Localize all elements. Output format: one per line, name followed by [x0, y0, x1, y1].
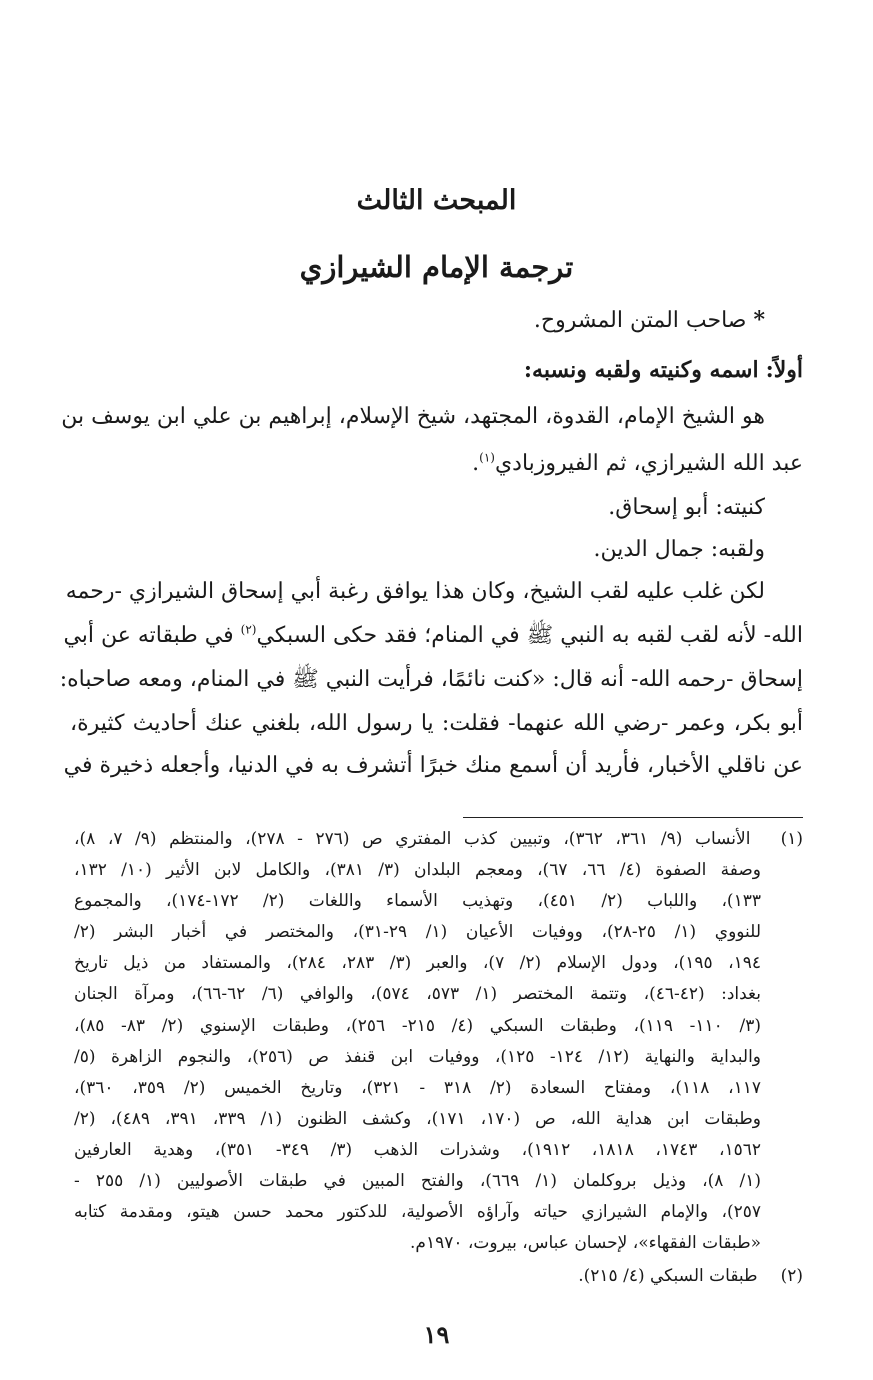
footnote-1-line: وصفة الصفوة (٤/ ٦٦، ٦٧)، ومعجم البلدان (٣/ ٣٨١)، والكامل لابن الأثير (١٠/ ١٣٢، [74, 860, 762, 880]
footnote-1-line: بغداد: (٤٢-٤٦)، وتتمة المختصر (١/ ٥٧٣، ٥٧٤)، والوافي (٦/ ٦٢-٦٦)، ومرآة الجنان [74, 984, 761, 1004]
footnote-2-number: (٢) [780, 1266, 803, 1286]
footnote-1-line: للنووي (١/ ٢٥-٢٨)، ووفيات الأعيان (١/ ٢٩-٣١)، والمختصر في أخبار البشر (٢/ [74, 922, 761, 942]
page-number: ١٩ [423, 1320, 450, 1349]
section-title: المبحث الثالث [356, 185, 517, 216]
footnote-ref-2: (٢) [240, 622, 257, 637]
first-heading-text: اسمه وكنيته ولقبه ونسبه: [523, 357, 759, 383]
footnote-1-line: ٢٥٧)، والإمام الشيرازي حياته وآراؤه الأصولية، للدكتور محمد حسن هيتو، ومقدمة كتابه [74, 1202, 761, 1222]
paragraph2-line1: لكن غلب عليه لقب الشيخ، وكان هذا يوافق رغبة أبي إسحاق الشيرازي -رحمه [65, 579, 765, 604]
footnote-1-text: الأنساب (٩/ ٣٦١، ٣٦٢)، وتبيين كذب المفتري ص (٢٧٦ - ٢٧٨)، والمنتظم (٩/ ٧، ٨)، [74, 829, 751, 849]
footnote-1-number: (١) [780, 829, 804, 849]
paragraph2-line2-b: في طبقاته عن أبي [63, 623, 234, 648]
paragraph1-line2-text: عبد الله الشيرازي، ثم الفيروزبادي [494, 451, 803, 476]
subtitle-text: صاحب المتن المشروح. [533, 308, 747, 333]
paragraph2-line5: عن ناقلي الأخبار، فأريد أن أسمع منك خبرًا أتشرف به في الدنيا، وأجعله ذخيرة في [63, 753, 803, 778]
first-heading [70, 353, 803, 388]
footnote-1-line: ١٩٤، ١٩٥)، ودول الإسلام (٢/ ٧)، والعبر (٣/ ٢٨٣، ٢٨٤)، والمستفاد من ذيل تاريخ [74, 953, 762, 973]
paragraph2-line2-a: الله- لأنه لقب لقبه به النبي ﷺ في المنام؛ فقد حكى السبكي [256, 623, 803, 648]
footnote-1-line: (١/ ٨)، وذيل بروكلمان (١/ ٦٦٩)، والفتح المبين في طبقات الأصوليين (١/ ٢٥٥ - [74, 1171, 761, 1191]
footnote-1-line: ١٣٣)، واللباب (٢/ ٤٥١)، وتهذيب الأسماء واللغات (٢/ ١٧٢-١٧٤)، والمجموع [74, 891, 761, 911]
paragraph2-line2 [63, 619, 803, 653]
footnote-2-line [74, 1263, 803, 1289]
paragraph2-line3: إسحاق -رحمه الله- أنه قال: «كنت نائمًا، فرأيت النبي ﷺ في المنام، ومعه صاحباه: [59, 667, 803, 692]
footnote-1-line: ١٥٦٢، ١٧٤٣، ١٨١٨، ١٩١٢)، وشذرات الذهب (٣/ ٣٤٩- ٣٥١)، وهدية العارفين [74, 1140, 762, 1160]
star-bullet: * [753, 307, 765, 333]
footnote-1-line: «طبقات الفقهاء»، لإحسان عباس، بيروت، ١٩٧٠م. [410, 1233, 761, 1253]
footnote-1-line: (٣/ ١١٠- ١١٩)، وطبقات السبكي (٤/ ٢١٥- ٢٥٦)، وطبقات الإسنوي (٢/ ٨٣- ٨٥)، [74, 1016, 761, 1036]
footnote-divider [463, 817, 803, 818]
paragraph2-line4: أبو بكر، وعمر -رضي الله عنهما- فقلت: يا رسول الله، بلغني عنك أحاديث كثيرة، [70, 711, 803, 736]
kunya-line: كنيته: أبو إسحاق. [608, 495, 765, 520]
footnote-1-line: ١١٧، ١١٨)، ومفتاح السعادة (٢/ ٣١٨ - ٣٢١)، وتاريخ الخميس (٢/ ٣٥٩، ٣٦٠)، [74, 1078, 762, 1098]
footnote-1-line: والبداية والنهاية (١٢/ ١٢٤- ١٢٥)، ووفيات ابن قنفذ ص (٢٥٦)، والنجوم الزاهرة (٥/ [74, 1047, 761, 1067]
footnote-ref-1: (١) [479, 450, 495, 465]
chapter-title: ترجمة الإمام الشيرازي [299, 250, 574, 284]
footnote-1-line: وطبقات ابن هداية الله، ص (١٧٠، ١٧١)، وكشف الظنون (١/ ٣٣٩، ٣٩١، ٤٨٩)، (٢/ [74, 1109, 762, 1129]
subtitle-line [70, 303, 765, 338]
paragraph1-line2 [70, 447, 803, 481]
paragraph1-line1: هو الشيخ الإمام، القدوة، المجتهد، شيخ الإسلام، إبراهيم بن علي ابن يوسف بن [61, 404, 765, 429]
footnote-2-text: طبقات السبكي (٤/ ٢١٥). [578, 1266, 758, 1286]
laqab-line: ولقبه: جمال الدين. [593, 537, 765, 562]
paragraph1-line2-end: . [472, 451, 480, 476]
first-heading-label: أولاً: [765, 357, 803, 383]
footnote-1-line [74, 826, 803, 852]
